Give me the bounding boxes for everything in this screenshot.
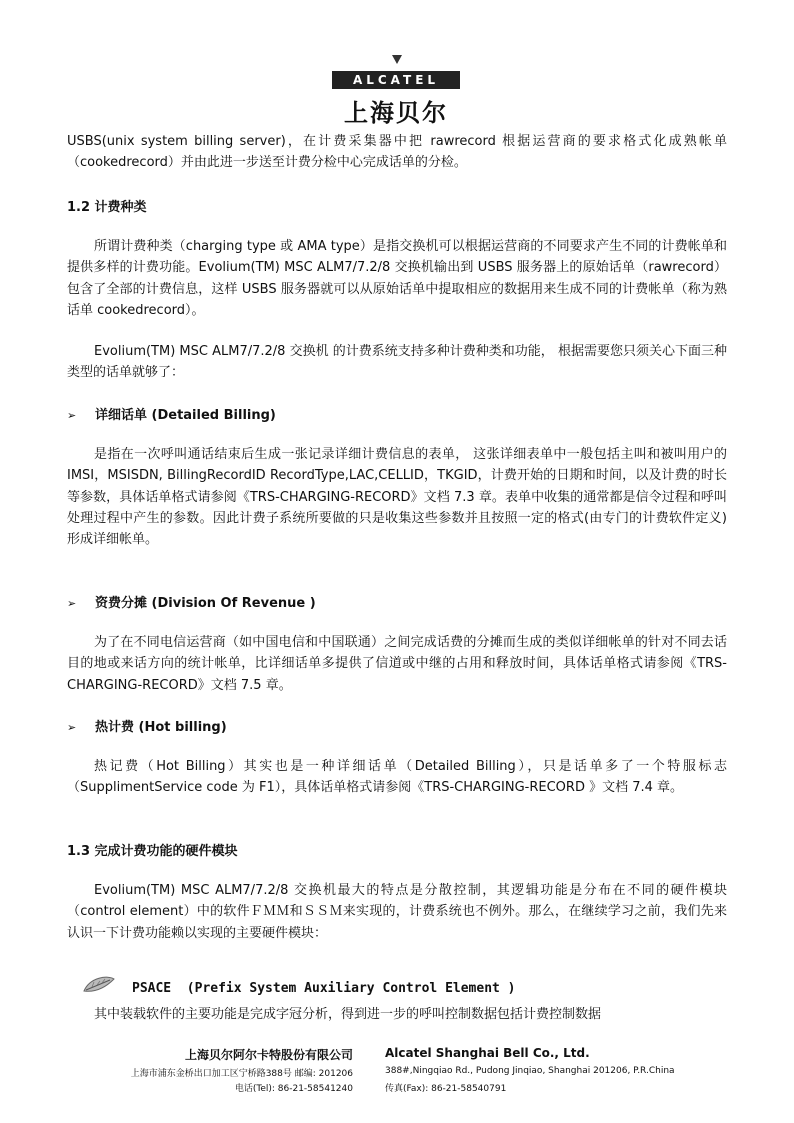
footer-company-en: Alcatel Shanghai Bell Co., Ltd. (385, 1046, 590, 1060)
division-of-revenue-paragraph: 为了在不同电信运营商（如中国电信和中国联通）之间完成话费的分摊而生成的类似详细帐单的针对不同去话目的地或来话方向的统计帐单，比详细话单多提供了信道或中继的占用和释放时间，具体话单格式请参阅《TRS-CHARGING-RECORD》文档 7.5 章。 (67, 635, 727, 693)
footer-address-cn: 上海市浦东金桥出口加工区宁桥路388号 邮编: 201206 (130, 1069, 353, 1079)
bullet-division-of-revenue (67, 592, 316, 611)
page-footer (0, 1046, 794, 1096)
leaf-icon (82, 975, 116, 995)
intro-paragraph: USBS(unix system billing server)，在计费采集器中把 rawrecord 根据运营商的要求格式化成熟帐单（cookedrecord）并由此进一步送至计费分检中心完成话单的分检。 (67, 134, 727, 171)
footer-fax: 传真(Fax): 86-21-58540791 (385, 1084, 507, 1094)
arrow-bullet-icon: ➢ (67, 409, 77, 422)
psace-paragraph: 其中装载软件的主要功能是完成字冠分析，得到进一步的呼叫控制数据包括计费控制数据 (94, 1007, 602, 1022)
arrow-bullet-icon: ➢ (67, 721, 77, 734)
logo-chinese: 上海贝尔 (344, 98, 448, 127)
section-1-2-paragraph-a: 所谓计费种类（charging type 或 AMA type）是指交换机可以根据运营商的不同要求产生不同的计费帐单和提供多样的计费功能。Evolium(TM) MSC ALM7/7.2/8 交换机输出到 USBS 服务器上的原始话单（rawrecord）包含了全部的计费信息，这样 USBS 服务器就可以从原始话单中提取相应的数据用来生成不同的计费帐单（称为熟话单 cookedrecord）。 (67, 239, 727, 318)
section-1-2-paragraph-b: Evolium(TM) MSC ALM7/7.2/8 交换机 的计费系统支持多种计费种类和功能， 根据需要您只须关心下面三种类型的话单就够了： (67, 344, 727, 381)
logo-brand: ALCATEL (332, 71, 460, 89)
bullet-hot-billing (67, 716, 227, 735)
logo-triangle-icon (392, 55, 402, 64)
bullet-title: 资费分摊 (Division Of Revenue ) (95, 596, 316, 611)
footer-tel: 电话(Tel): 86-21-58541240 (234, 1084, 353, 1094)
bullet-title: 详细话单 (Detailed Billing) (95, 408, 276, 423)
section-1-3-heading: 1.3 完成计费功能的硬件模块 (67, 844, 238, 859)
bullet-title: 热计费 (Hot billing) (95, 720, 227, 735)
psace-title: PSACE (Prefix System Auxiliary Control Element ) (132, 981, 516, 996)
detailed-billing-paragraph: 是指在一次呼叫通话结束后生成一张记录详细计费信息的表单， 这张详细表单中一般包括主叫和被叫用户的 IMSI，MSISDN, BillingRecordID RecordType,LAC,CELLID，TKGID，计费开始的日期和时间，以及计费的时长等参数，具体话单格式请参阅《TRS-CHARGING-RECORD》文档 7.3 章。表单中收集的通常都是信令过程和呼叫处理过程中产生的参数。因此计费子系统所要做的只是收集这些参数并且按照一定的格式(由专门的计费软件定义)形成详细帐单。 (67, 447, 727, 548)
bullet-detailed-billing (67, 404, 276, 423)
section-1-2-heading: 1.2 计费种类 (67, 200, 147, 215)
company-logo (332, 55, 460, 127)
footer-company-cn: 上海贝尔阿尔卡特股份有限公司 (184, 1048, 353, 1062)
footer-address-en: 388#,Ningqiao Rd., Pudong Jinqiao, Shanghai 201206, P.R.China (385, 1066, 675, 1076)
section-1-3-paragraph: Evolium(TM) MSC ALM7/7.2/8 交换机最大的特点是分散控制，其逻辑功能是分布在不同的硬件模块（control element）中的软件ＦＭＭ和ＳＳＭ来实现的，计费系统也不例外。那么，在继续学习之前，我们先来认识一下计费功能赖以实现的主要硬件模块： (67, 883, 727, 941)
arrow-bullet-icon: ➢ (67, 597, 77, 610)
hot-billing-paragraph: 热记费（Hot Billing）其实也是一种详细话单（Detailed Billing），只是话单多了一个特服标志（SupplimentService code 为 F1），具体话单格式请参阅《TRS-CHARGING-RECORD 》文档 7.4 章。 (67, 759, 727, 796)
